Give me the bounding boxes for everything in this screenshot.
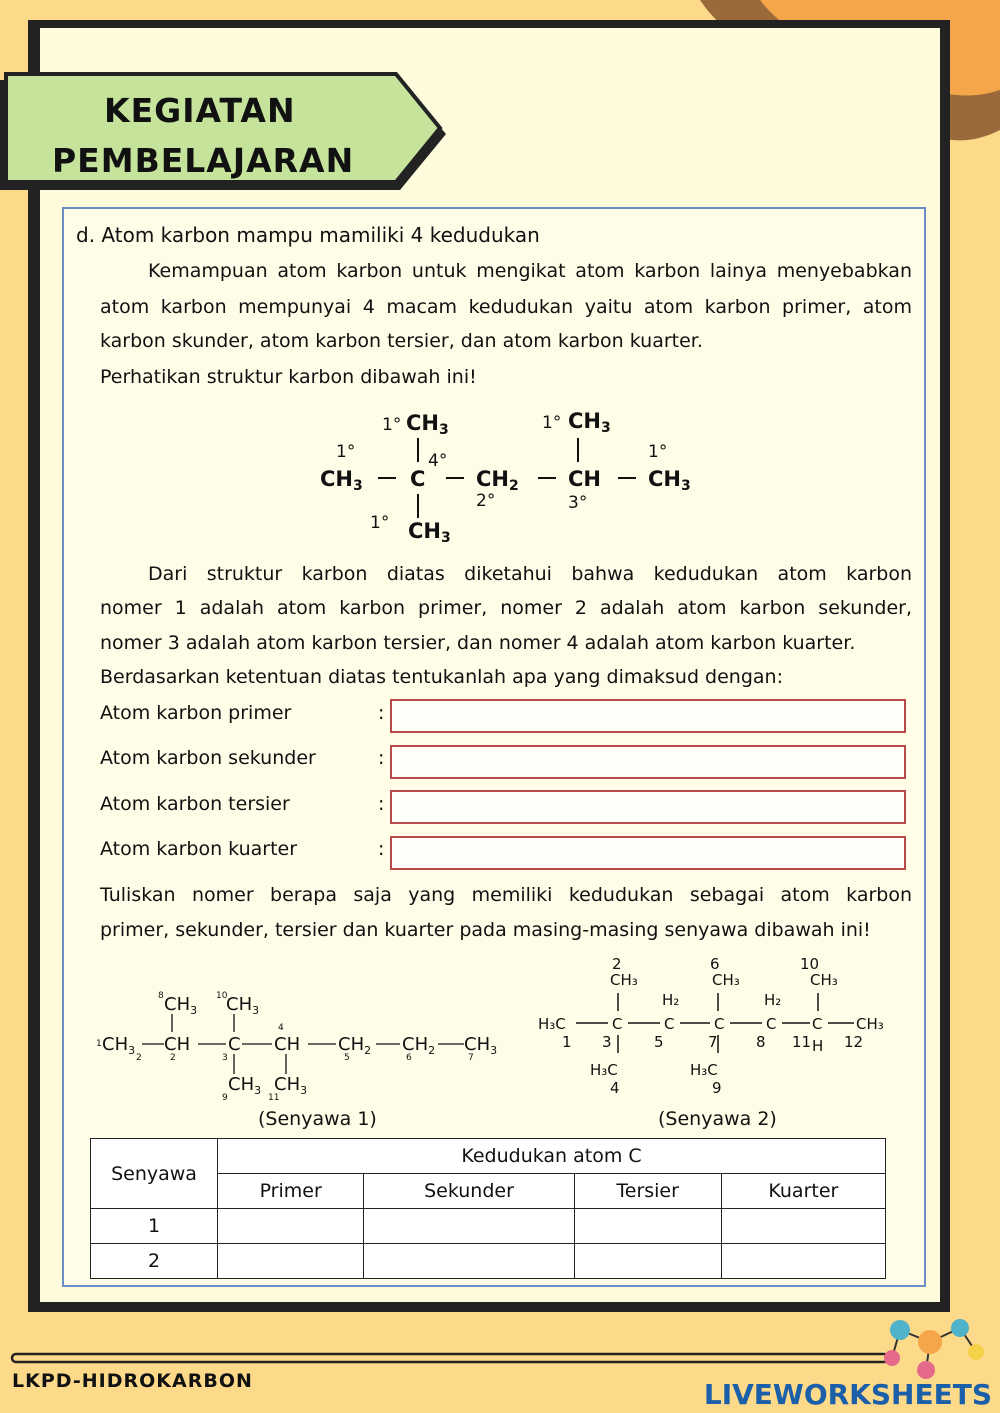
svg-text:CH₃: CH₃: [856, 1015, 884, 1033]
compound-2-caption: (Senyawa 2): [658, 1108, 777, 1130]
svg-text:C: C: [664, 1015, 675, 1033]
svg-text:6: 6: [406, 1053, 412, 1063]
banner-line-1: KEGIATAN: [104, 91, 296, 130]
svg-text:H: H: [812, 1037, 824, 1055]
header-tersier: Tersier: [574, 1174, 721, 1209]
field-colon: :: [378, 702, 385, 724]
para1-line1: Kemampuan atom karbon untuk mengikat atom karbon lainya menyebabkan: [148, 260, 912, 282]
molecule-icon: [880, 1312, 990, 1382]
svg-text:CH3: $CH_3$: [274, 1074, 308, 1097]
svg-text:8: 8: [756, 1033, 766, 1051]
para2-line3: nomer 3 adalah atom karbon tersier, dan nomer 4 adalah atom karbon kuarter.: [100, 632, 856, 654]
field-colon: :: [378, 747, 385, 769]
para2-line2: nomer 1 adalah atom karbon primer, nomer 2 adalah atom karbon sekunder,: [100, 597, 912, 619]
ch3-left: CH3: [320, 467, 363, 494]
compound-2-diagram: [534, 955, 904, 1095]
banner-line-2: PEMBELAJARAN: [52, 141, 355, 180]
svg-text:5: 5: [654, 1033, 664, 1051]
svg-text:H₂: H₂: [662, 991, 680, 1009]
input-tersier[interactable]: [390, 790, 906, 824]
svg-text:11: 11: [268, 1093, 280, 1102]
svg-text:CH2: $CH_2$: [402, 1034, 436, 1057]
row-id: 2: [91, 1244, 218, 1279]
svg-text:C: C: [766, 1015, 777, 1033]
banner-title: [52, 86, 354, 186]
svg-text:C: C: [812, 1015, 823, 1033]
svg-text:10: 10: [800, 955, 820, 973]
ch3-top-right: CH3: [568, 409, 611, 436]
svg-text:CH3: $CH_3$: [228, 1074, 262, 1097]
label-2: 2°: [476, 491, 496, 511]
svg-text:H₃C: H₃C: [538, 1015, 566, 1033]
svg-text:12: 12: [844, 1033, 864, 1051]
label-1-right: 1°: [648, 442, 668, 462]
para3-line2: primer, sekunder, tersier dan kuarter pada masing-masing senyawa dibawah ini!: [100, 919, 871, 941]
compound-1-caption: (Senyawa 1): [258, 1108, 377, 1130]
liveworksheets-logo[interactable]: [704, 1378, 992, 1411]
svg-text:CH3: $CH_3$: [102, 1034, 136, 1057]
ch3-top-left: CH3: [406, 411, 449, 438]
field-label-primer: Atom karbon primer: [100, 702, 292, 724]
table-row: [91, 1209, 886, 1244]
para1-line2: atom karbon mempunyai 4 macam kedudukan yaitu atom karbon primer, atom: [100, 296, 912, 318]
label-1-left: 1°: [336, 442, 356, 462]
compound-1-diagram: [92, 990, 512, 1102]
svg-text:8: 8: [158, 991, 164, 1001]
cell-primer[interactable]: [218, 1209, 364, 1244]
label-1-top-right: 1°: [542, 413, 562, 433]
input-sekunder[interactable]: [390, 745, 906, 779]
svg-text:5: 5: [344, 1053, 350, 1063]
svg-text:3: 3: [222, 1053, 228, 1063]
cell-tersier[interactable]: [574, 1209, 721, 1244]
svg-text:2: 2: [170, 1053, 176, 1063]
svg-text:CH3: $CH_3$: [226, 994, 260, 1017]
svg-text:1: 1: [96, 1039, 102, 1049]
svg-text:3: 3: [602, 1033, 612, 1051]
cell-kuarter[interactable]: [721, 1209, 885, 1244]
svg-text:C: C: [714, 1015, 725, 1033]
ch2-center: CH2: [476, 467, 519, 494]
svg-text:9: 9: [222, 1093, 228, 1102]
carbon-structure-diagram: [300, 400, 720, 550]
input-primer[interactable]: [390, 699, 906, 733]
cell-sekunder[interactable]: [364, 1244, 574, 1279]
svg-text:11: 11: [792, 1033, 812, 1051]
para2-line1: Dari struktur karbon diatas diketahui bahwa kedudukan atom karbon: [148, 563, 912, 585]
field-label-sekunder: Atom karbon sekunder: [100, 747, 316, 769]
brand-text: LIVEWORKSHEETS: [703, 1378, 992, 1411]
para3-line1: Tuliskan nomer berapa saja yang memiliki kedudukan sebagai atom karbon: [100, 884, 912, 906]
svg-text:2: 2: [136, 1053, 142, 1063]
svg-text:H₃C: H₃C: [590, 1061, 618, 1079]
svg-text:C: C: [612, 1015, 623, 1033]
svg-text:CH₃: CH₃: [610, 971, 638, 989]
para1-line3: karbon skunder, atom karbon tersier, dan atom karbon kuarter.: [100, 330, 703, 352]
svg-text:7: 7: [708, 1033, 718, 1051]
svg-text:H₂: H₂: [764, 991, 782, 1009]
input-kuarter[interactable]: [390, 836, 906, 870]
answer-table: [90, 1138, 886, 1279]
svg-text:1: 1: [562, 1033, 572, 1051]
field-colon: :: [378, 838, 385, 860]
svg-text:4: 4: [278, 1023, 284, 1033]
section-heading: d. Atom karbon mampu mamiliki 4 kedudukan: [76, 223, 540, 247]
header-primer: Primer: [218, 1174, 364, 1209]
label-3: 3°: [568, 493, 588, 513]
row-id: 1: [91, 1209, 218, 1244]
field-colon: :: [378, 793, 385, 815]
svg-text:CH₃: CH₃: [810, 971, 838, 989]
cell-tersier[interactable]: [574, 1244, 721, 1279]
ch-tertiary: CH: [568, 467, 601, 491]
svg-text:CH: CH: [164, 1034, 191, 1055]
para2-line4: Berdasarkan ketentuan diatas tentukanlah apa yang dimaksud dengan:: [100, 666, 783, 688]
svg-text:9: 9: [712, 1079, 722, 1095]
cell-kuarter[interactable]: [721, 1244, 885, 1279]
svg-text:C: C: [228, 1034, 241, 1055]
cell-sekunder[interactable]: [364, 1209, 574, 1244]
svg-text:10: 10: [216, 991, 228, 1001]
svg-text:4: 4: [610, 1079, 620, 1095]
label-1-top: 1°: [382, 415, 402, 435]
svg-text:CH3: $CH_3$: [164, 994, 198, 1017]
svg-text:H₃C: H₃C: [690, 1061, 718, 1079]
chain-divider: [10, 1352, 890, 1366]
para1-line4: Perhatikan struktur karbon dibawah ini!: [100, 366, 477, 388]
cell-primer[interactable]: [218, 1244, 364, 1279]
ch3-right: CH3: [648, 467, 691, 494]
svg-text:CH3: $CH_3$: [464, 1034, 498, 1057]
ch3-bottom: CH3: [408, 519, 451, 546]
svg-text:2: 2: [612, 955, 622, 973]
svg-text:CH2: $CH_2$: [338, 1034, 372, 1057]
header-senyawa: Senyawa: [91, 1139, 218, 1209]
c-quaternary: C: [410, 467, 426, 491]
svg-text:CH: CH: [274, 1034, 301, 1055]
label-1-bottom: 1°: [370, 513, 390, 533]
header-kuarter: Kuarter: [721, 1174, 885, 1209]
header-kedudukan: Kedudukan atom C: [218, 1139, 886, 1174]
svg-text:6: 6: [710, 955, 720, 973]
footer-label: LKPD-HIDROKARBON: [12, 1370, 253, 1392]
header-sekunder: Sekunder: [364, 1174, 574, 1209]
svg-text:CH₃: CH₃: [712, 971, 740, 989]
field-label-kuarter: Atom karbon kuarter: [100, 838, 298, 860]
field-label-tersier: Atom karbon tersier: [100, 793, 290, 815]
label-4: 4°: [428, 451, 448, 471]
svg-text:7: 7: [468, 1053, 474, 1063]
table-row: [91, 1244, 886, 1279]
